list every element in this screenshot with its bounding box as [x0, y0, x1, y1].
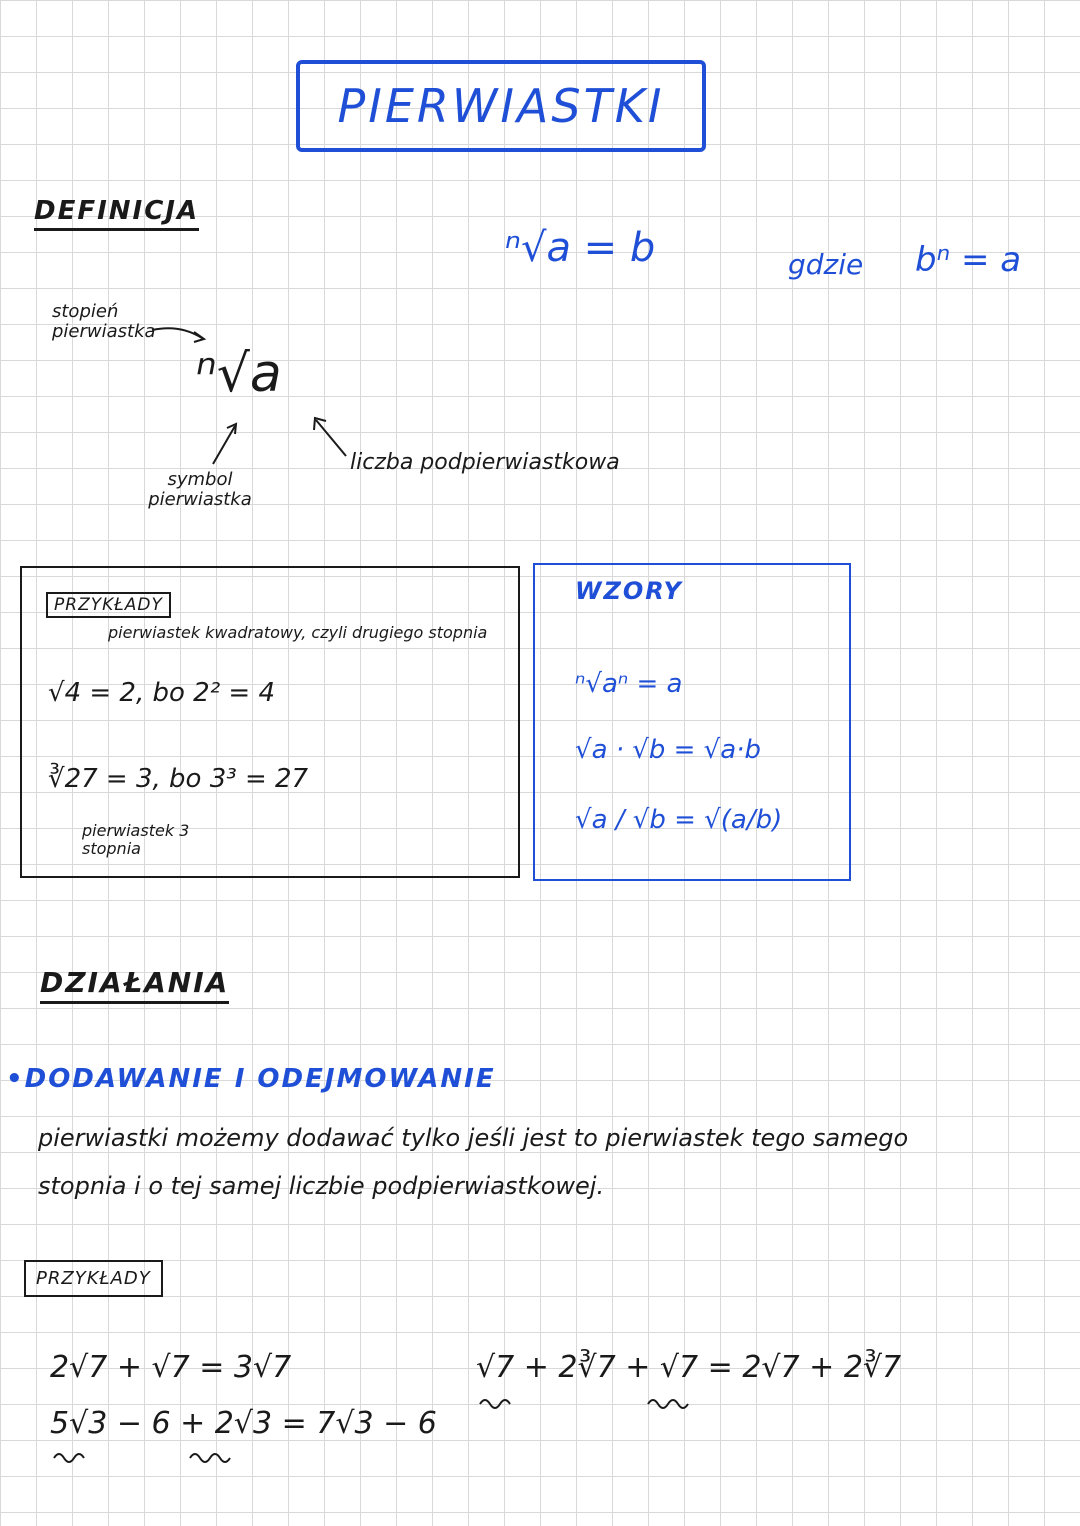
operation-example-1: 2√7 + √7 = 3√7 — [50, 1350, 292, 1385]
operations-examples-tag: PRZYKŁADY — [24, 1260, 163, 1297]
operations-subheading: •DODAWANIE I ODEJMOWANIE — [6, 1064, 496, 1094]
symbol-arrow-icon — [205, 418, 245, 468]
example-square: √4 = 2, bo 2² = 4 — [48, 678, 275, 708]
squiggle-marks-icon — [52, 1446, 252, 1466]
operations-heading — [40, 966, 229, 999]
rule-line-1: pierwiastki możemy dodawać tylko jeśli jest to pierwiastek tego samego — [38, 1124, 909, 1152]
square-root-note: pierwiastek kwadratowy, czyli drugiego stopnia — [108, 623, 488, 642]
symbol-label: symbol pierwiastka — [148, 469, 252, 510]
degree-label: stopień pierwiastka — [52, 301, 156, 342]
operation-example-3: √7 + 2∛7 + √7 = 2√7 + 2∛7 — [476, 1350, 902, 1385]
formula-power: ⁿ√aⁿ = a — [575, 669, 683, 699]
squiggle-marks-right-icon — [478, 1392, 718, 1412]
formulas-box — [533, 563, 851, 881]
radicand-label: liczba podpierwiastkowa — [350, 450, 620, 475]
operation-example-2: 5√3 − 6 + 2√3 = 7√3 − 6 — [50, 1406, 437, 1441]
definition-heading-text: DEFINICJA — [34, 196, 199, 231]
page-title: PIERWIASTKI — [296, 60, 706, 152]
example-cube: ∛27 = 3, bo 3³ = 27 — [48, 764, 309, 794]
formula-quotient: √a / √b = √(a/b) — [575, 805, 783, 835]
rule-line-2: stopnia i o tej samej liczbie podpierwiastkowej. — [38, 1172, 605, 1200]
definition-where-word: gdzie — [788, 248, 864, 281]
root-symbol: ⁿ√a — [196, 344, 282, 404]
radicand-arrow-icon — [306, 410, 356, 460]
examples-box — [20, 566, 520, 878]
definition-formula: ⁿ√a = b — [505, 225, 656, 271]
definition-heading — [34, 196, 199, 226]
formula-product: √a · √b = √a·b — [575, 735, 761, 765]
definition-where-formula: bⁿ = a — [915, 240, 1022, 280]
operations-heading-text: DZIAŁANIA — [40, 966, 229, 1004]
examples-tag: PRZYKŁADY — [46, 592, 171, 618]
cube-root-note: pierwiastek 3 stopnia — [82, 821, 190, 858]
formulas-heading: WZORY — [575, 577, 683, 605]
